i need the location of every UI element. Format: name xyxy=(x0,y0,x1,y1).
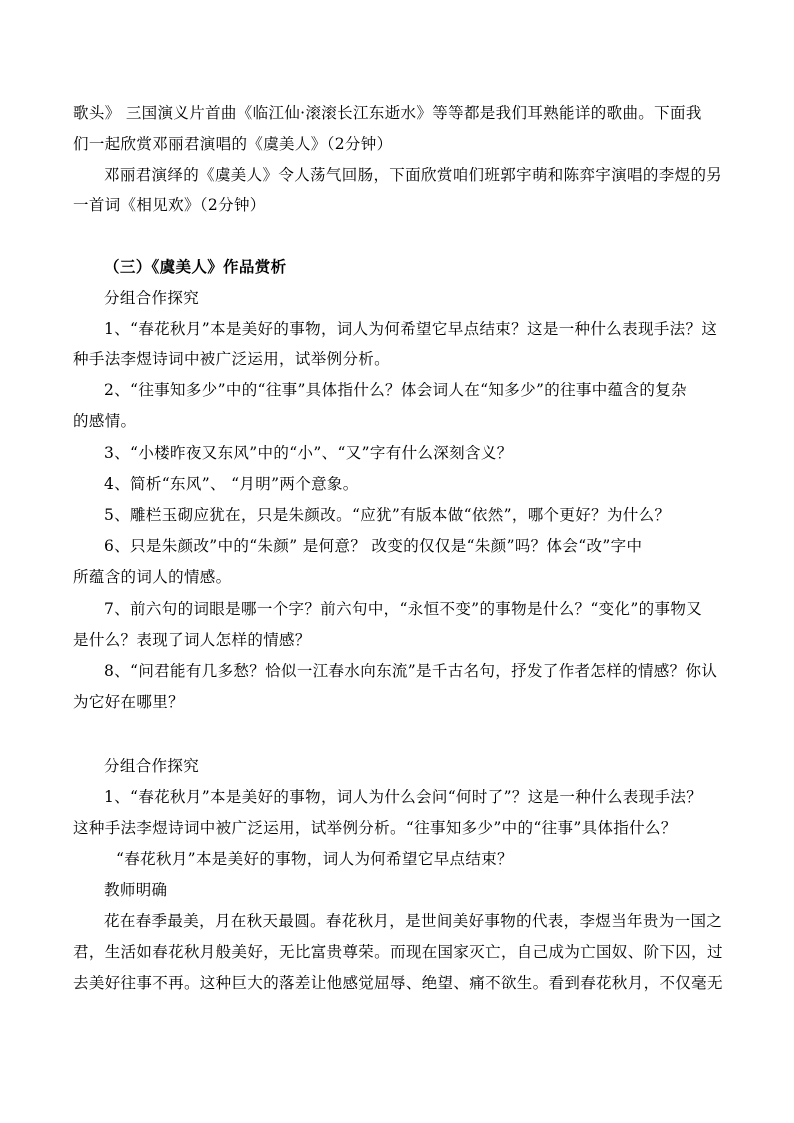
text-line: 是什么？表现了词人怎样的情感？ xyxy=(73,631,311,649)
text-line: 8、“问君能有几多愁？恰似一江春水向东流”是千古名句，抒发了作者怎样的情感？你认 xyxy=(104,662,718,680)
text-line: 6、只是朱颜改”中的“朱颜” 是何意？ 改变的仅仅是“朱颜”吗？体会“改”字中 xyxy=(104,537,643,555)
text-line: 3、“小楼昨夜又东风”中的“小”、“又”字有什么深刻含义？ xyxy=(104,444,513,462)
text-line: 为它好在哪里？ xyxy=(73,693,184,711)
text-line: 的感情。 xyxy=(73,412,137,430)
text-line: 7、前六句的词眼是哪一个字？前六句中，“永恒不变”的事物是什么？“变化”的事物又 xyxy=(104,600,703,618)
text-line: 这种手法李煜诗词中被广泛运用，试举例分析。“往事知多少”中的“往事”具体指什么？ xyxy=(73,819,677,837)
text-line: 种手法李煜诗词中被广泛运用，试举例分析。 xyxy=(73,350,391,368)
text-line: 所蕴含的词人的情感。 xyxy=(73,568,232,586)
text-line: 4、简析“东风”、 “月明”两个意象。 xyxy=(104,475,359,493)
text-line: 1、“春花秋月”本是美好的事物，词人为何希望它早点结束？这是一种什么表现手法？这 xyxy=(104,320,718,338)
section-heading: （三）《虞美人》作品赏析 xyxy=(104,257,287,276)
text-line: 分组合作探究 xyxy=(104,289,200,307)
text-line: 们一起欣赏邓丽君演唱的《虞美人》（2分钟） xyxy=(73,135,393,153)
text-line: 歌头》 三国演义片首曲《临江仙·滚滚长江东逝水》等等都是我们耳熟能详的歌曲。下面我 xyxy=(73,104,702,122)
text-line: 2、“往事知多少”中的“往事”具体指什么？体会词人在“知多少”的往事中蕴含的复杂 xyxy=(104,381,687,399)
text-line: 花在春季最美，月在秋天最圆。春花秋月，是世间美好事物的代表，李煜当年贵为一国之 xyxy=(104,912,723,930)
text-line: “春花秋月”本是美好的事物，词人为何希望它早点结束？ xyxy=(116,850,513,868)
text-line: 邓丽君演绎的《虞美人》令人荡气回肠，下面欣赏咱们班郭宇萌和陈弈宇演唱的李煜的另 xyxy=(104,166,723,184)
text-line: 教师明确 xyxy=(104,881,168,899)
text-line: 分组合作探究 xyxy=(104,757,200,775)
text-line: 5、雕栏玉砌应犹在，只是朱颜改。“应犹”有版本做“依然”，哪个更好？为什么？ xyxy=(104,506,671,524)
text-line: 去美好往事不再。这种巨大的落差让他感觉屈辱、绝望、痛不欲生。看到春花秋月，不仅毫无 xyxy=(73,974,723,992)
text-line: 一首词《相见欢》（2分钟） xyxy=(73,196,266,214)
text-line: 1、“春花秋月”本是美好的事物，词人为什么会问“何时了”？这是一种什么表现手法？ xyxy=(104,788,703,806)
text-line: 君，生活如春花秋月般美好，无比富贵尊荣。而现在国家灭亡，自己成为亡国奴、阶下囚，过 xyxy=(73,943,723,961)
